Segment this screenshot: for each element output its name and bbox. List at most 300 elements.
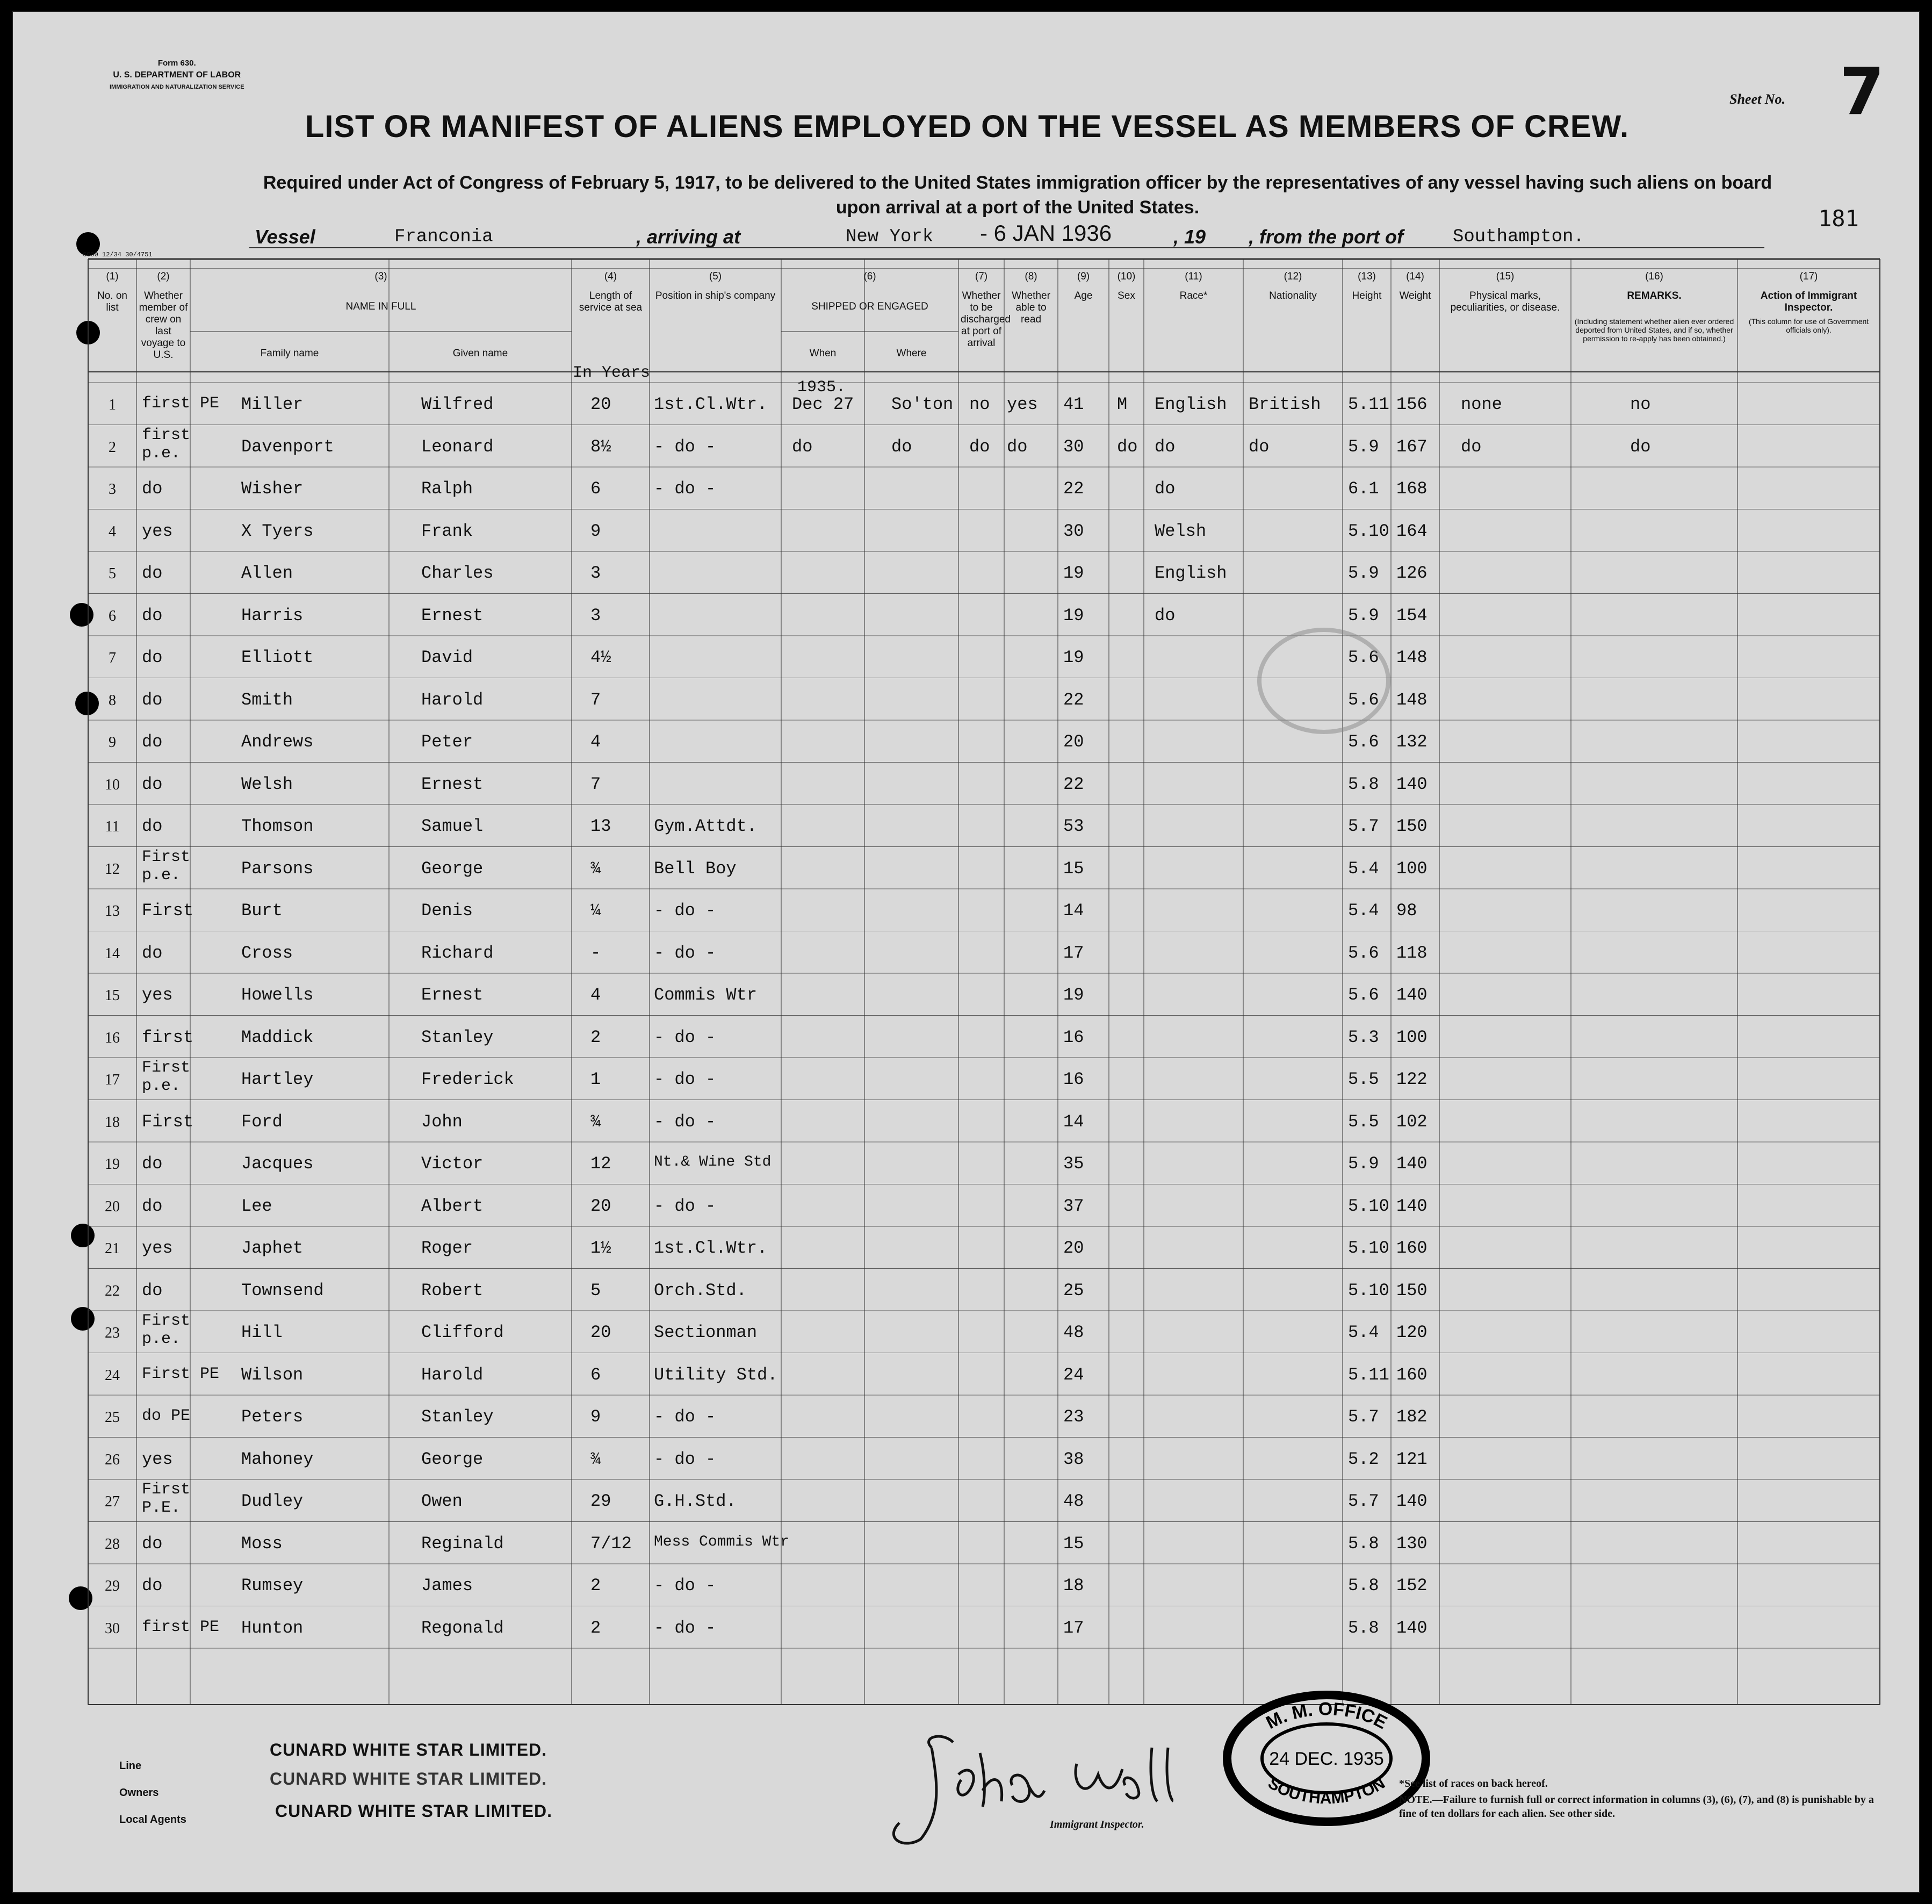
weight-cell: 140 [1396,1196,1428,1216]
row-number: 9 [109,734,116,751]
row-number: 15 [105,987,120,1004]
weight-cell: 167 [1396,436,1428,457]
service-length-cell: 4 [590,732,601,752]
prev-voyage-cell: do [142,648,163,667]
service-name: IMMIGRATION AND NATURALIZATION SERVICE [110,84,244,90]
position-cell: Nt.& Wine Std [654,1154,772,1170]
height-cell: 5.7 [1348,1491,1379,1511]
position-cell: - do - [654,1111,716,1132]
column-subheader: Given name [452,348,508,359]
column-header: Weight [1399,290,1431,301]
prev-voyage-cell: do [142,1196,163,1216]
column-header: Position in ship's company [655,290,776,301]
service-length-cell: 9 [590,1407,601,1427]
family-name-cell: Japhet [241,1238,304,1258]
height-cell: 6.1 [1348,479,1379,499]
service-length-cell: 7 [590,774,601,794]
height-cell: 5.4 [1348,1323,1379,1342]
age-cell: 22 [1063,774,1084,794]
row-number: 25 [105,1409,120,1426]
row-number: 24 [105,1367,120,1384]
prev-voyage-cell: First [142,901,194,921]
weight-cell: 132 [1396,732,1428,752]
age-cell: 20 [1063,732,1084,752]
form-number: Form 630. [157,59,196,68]
service-length-cell: 29 [590,1491,611,1511]
service-length-cell: 5 [590,1280,601,1301]
height-cell: 5.10 [1348,1238,1389,1258]
position-cell: Commis Wtr [654,985,758,1005]
given-name-cell: Ernest [421,985,484,1005]
height-cell: 5.3 [1348,1027,1379,1047]
service-unit: In Years [573,364,651,382]
row-number: 29 [105,1578,120,1594]
service-length-cell: 6 [590,1364,601,1385]
prev-voyage-cell: do [142,943,163,963]
given-name-cell: Ernest [421,774,484,794]
row-number: 7 [109,650,116,666]
discharged-cell: do [969,436,990,457]
given-name-cell: Richard [421,943,494,963]
penalty-note: NOTE.—Failure to furnish full or correct information in columns (3), (6), (7), and (8) is punishable by a fine of ten dollars for each alien. See other side. [1399,1794,1874,1820]
position-cell: - do - [654,1027,716,1047]
age-cell: 24 [1063,1364,1084,1385]
row-number: 1 [109,397,116,413]
height-cell: 5.8 [1348,774,1379,794]
height-cell: 5.6 [1348,732,1379,752]
position-cell: - do - [654,1196,716,1216]
service-length-cell: 13 [590,816,611,836]
inspector-signature [851,1715,1173,1855]
column-number: (14) [1406,271,1424,282]
weight-cell: 148 [1396,648,1428,667]
age-cell: 18 [1063,1576,1084,1596]
age-cell: 22 [1063,689,1084,710]
family-name-cell: Andrews [241,732,314,752]
given-name-cell: David [421,648,473,667]
family-name-cell: X Tyers [241,521,314,541]
position-cell: - do - [654,1069,716,1089]
column-subheader: Family name [260,348,319,359]
given-name-cell: Frank [421,521,473,541]
nationality-cell: British [1249,394,1321,414]
column-header: Age [1074,290,1093,301]
arrival-date-stamp: - 6 JAN 1936 [980,220,1112,246]
column-number: (6) [863,271,876,282]
family-name-cell: Ford [241,1111,283,1132]
given-name-cell: Clifford [421,1323,504,1342]
family-name-cell: Hill [241,1323,283,1342]
sex-cell: M [1117,394,1128,414]
weight-cell: 150 [1396,816,1428,836]
given-name-cell: Harold [421,689,484,710]
prev-voyage-cell: do [142,1154,163,1174]
column-number: (7) [975,271,988,282]
height-cell: 5.7 [1348,1407,1379,1427]
position-cell: 1st.Cl.Wtr. [654,394,768,414]
column-number: (5) [709,271,722,282]
race-cell: English [1155,394,1227,414]
weight-cell: 154 [1396,605,1428,626]
family-name-cell: Peters [241,1407,304,1427]
prev-voyage-cell: do [142,1533,163,1554]
able-to-read-cell: do [1007,436,1028,457]
prev-voyage-cell: do [142,774,163,794]
prev-voyage-cell: First P.E. [142,1481,191,1517]
weight-cell: 160 [1396,1238,1428,1258]
row-number: 19 [105,1156,120,1173]
service-length-cell: 4 [590,985,601,1005]
prev-voyage-cell: First p.e. [142,1312,191,1348]
service-length-cell: 7 [590,689,601,710]
service-length-cell: 8½ [590,436,611,457]
position-cell: 1st.Cl.Wtr. [654,1238,768,1258]
service-length-cell: 3 [590,605,601,626]
weight-cell: 140 [1396,985,1428,1005]
row-number: 16 [105,1029,120,1046]
service-length-cell: - [590,943,601,963]
position-cell: Gym.Attdt. [654,816,758,836]
family-name-cell: Wisher [241,479,304,499]
age-cell: 53 [1063,816,1084,836]
height-cell: 5.6 [1348,943,1379,963]
row-number: 23 [105,1325,120,1341]
given-name-cell: Stanley [421,1407,494,1427]
family-name-cell: Thomson [241,816,314,836]
prev-voyage-cell: do [142,479,163,499]
given-name-cell: Victor [421,1154,484,1174]
column-header: NAME IN FULL [345,301,416,312]
given-name-cell: Ernest [421,605,484,626]
print-code: 6000 12/34 30/4751 [83,251,153,258]
family-name-cell: Wilson [241,1364,304,1385]
age-cell: 25 [1063,1280,1084,1301]
shipped-when-cell: Dec 27 [792,394,854,414]
given-name-cell: Denis [421,901,473,921]
height-cell: 5.9 [1348,1154,1379,1174]
height-cell: 5.11 [1348,1364,1389,1385]
service-length-cell: 4½ [590,648,611,667]
family-name-cell: Jacques [241,1154,314,1174]
sheet-no-value: 7 [1840,55,1885,130]
age-cell: 15 [1063,858,1084,879]
height-cell: 5.4 [1348,858,1379,879]
manifest-sheet [12,11,1920,1893]
column-header: Sex [1118,290,1135,301]
row-number: 2 [109,439,116,456]
prev-voyage-cell: do [142,563,163,583]
given-name-cell: Owen [421,1491,463,1511]
local-agents-label: Local Agents [119,1814,186,1826]
column-header: Length of service at sea [579,290,643,313]
prev-voyage-cell: yes [142,1238,173,1258]
height-cell: 5.9 [1348,436,1379,457]
column-number: (3) [374,271,387,282]
given-name-cell: Harold [421,1364,484,1385]
from-port: Southampton. [1453,227,1584,247]
race-cell: English [1155,563,1227,583]
weight-cell: 120 [1396,1323,1428,1342]
position-cell: - do - [654,943,716,963]
row-number: 26 [105,1451,120,1468]
prev-voyage-cell: do [142,605,163,626]
column-number: (9) [1077,271,1090,282]
given-name-cell: Frederick [421,1069,514,1089]
family-name-cell: Elliott [241,648,314,667]
age-cell: 48 [1063,1323,1084,1342]
given-name-cell: Regonald [421,1618,504,1638]
weight-cell: 160 [1396,1364,1428,1385]
weight-cell: 164 [1396,521,1428,541]
service-length-cell: 3 [590,563,601,583]
column-header-note: (Including statement whether alien ever ordered deported from United States, and if so, whether permission to re-apply has been obtained.) [1574,317,1734,343]
row-number: 21 [105,1240,120,1257]
age-cell: 38 [1063,1449,1084,1469]
position-cell: - do - [654,1407,716,1427]
department-name: U. S. DEPARTMENT OF LABOR [113,70,241,80]
position-cell: - do - [654,479,716,499]
column-header: Race* [1179,290,1208,301]
weight-cell: 182 [1396,1407,1428,1427]
given-name-cell: Roger [421,1238,473,1258]
line-label: Line [119,1760,142,1772]
column-subheader: When [809,348,837,359]
family-name-cell: Smith [241,689,293,710]
given-name-cell: Wilfred [421,394,494,414]
column-subheader: Where [896,348,927,359]
column-number: (10) [1117,271,1136,282]
page-number: 181 [1818,205,1859,232]
height-cell: 5.4 [1348,901,1379,921]
height-cell: 5.2 [1348,1449,1379,1469]
family-name-cell: Dudley [241,1491,304,1511]
service-length-cell: 2 [590,1027,601,1047]
height-cell: 5.6 [1348,648,1379,667]
document-subtitle: Required under Act of Congress of February 5, 1917, to be delivered to the United States immigration officer by the representatives of any vessel having such aliens on board upon arrival at a port of the United States. [263,173,1772,218]
weight-cell: 140 [1396,774,1428,794]
family-name-cell: Howells [241,985,314,1005]
given-name-cell: Charles [421,563,494,583]
family-name-cell: Hartley [241,1069,314,1089]
column-header: Action of Immigrant Inspector. [1760,290,1857,313]
weight-cell: 118 [1396,943,1428,963]
row-number: 18 [105,1113,120,1131]
family-name-cell: Allen [241,563,293,583]
given-name-cell: Robert [421,1280,484,1301]
age-cell: 37 [1063,1196,1084,1216]
age-cell: 35 [1063,1154,1084,1174]
column-header: Whether to be discharged at port of arrival [961,290,1011,349]
height-cell: 5.6 [1348,689,1379,710]
line-value: CUNARD WHITE STAR LIMITED. [270,1740,547,1759]
age-cell: 41 [1063,394,1084,414]
height-cell: 5.5 [1348,1111,1379,1132]
age-cell: 19 [1063,648,1084,667]
height-cell: 5.9 [1348,605,1379,626]
given-name-cell: Stanley [421,1027,494,1047]
given-name-cell: Peter [421,732,473,752]
sheet-no-label: Sheet No. [1729,91,1785,107]
row-number: 13 [105,903,120,919]
height-cell: 5.5 [1348,1069,1379,1089]
family-name-cell: Townsend [241,1280,324,1301]
weight-cell: 168 [1396,479,1428,499]
position-cell: G.H.Std. [654,1491,737,1511]
height-cell: 5.10 [1348,1280,1389,1301]
prev-voyage-cell: first PE [142,394,220,413]
column-number: (12) [1284,271,1302,282]
given-name-cell: John [421,1111,463,1132]
position-cell: Bell Boy [654,858,737,879]
service-length-cell: 7/12 [590,1533,632,1554]
prev-voyage-cell: do [142,1280,163,1301]
prev-voyage-cell: yes [142,1449,173,1469]
shipped-year: 1935. [797,378,846,397]
physical-marks-cell: none [1461,394,1502,414]
column-number: (8) [1025,271,1037,282]
position-cell: Utility Std. [654,1364,778,1385]
age-cell: 15 [1063,1533,1084,1554]
row-number: 11 [105,818,120,835]
service-length-cell: 20 [590,394,611,414]
position-cell: - do - [654,1449,716,1469]
prev-voyage-cell: first [142,1027,194,1047]
row-number: 10 [105,776,120,793]
given-name-cell: George [421,1449,484,1469]
weight-cell: 121 [1396,1449,1428,1469]
able-to-read-cell: yes [1007,394,1038,414]
races-note: *See list of races on back hereof. [1399,1778,1548,1790]
family-name-cell: Parsons [241,858,314,879]
age-cell: 14 [1063,901,1084,921]
shipped-when-cell: do [792,436,813,457]
family-name-cell: Lee [241,1196,272,1216]
service-length-cell: 2 [590,1576,601,1596]
age-cell: 14 [1063,1111,1084,1132]
column-header: Whether able to read [1012,290,1050,325]
position-cell: Sectionman [654,1323,758,1342]
weight-cell: 100 [1396,858,1428,879]
column-header: Nationality [1269,290,1317,301]
vessel-label: Vessel [255,226,315,248]
weight-cell: 100 [1396,1027,1428,1047]
row-number: 5 [109,565,116,582]
age-cell: 20 [1063,1238,1084,1258]
remarks-cell: no [1630,394,1651,414]
weight-cell: 122 [1396,1069,1428,1089]
service-length-cell: 9 [590,521,601,541]
stamp-top-text: M. M. OFFICE [1263,1699,1391,1734]
local-agents-value: CUNARD WHITE STAR LIMITED. [275,1801,553,1821]
prev-voyage-cell: do PE [142,1407,191,1425]
year-label: , 19 [1173,226,1206,248]
prev-voyage-cell: yes [142,985,173,1005]
height-cell: 5.8 [1348,1576,1379,1596]
age-cell: 16 [1063,1027,1084,1047]
column-header: SHIPPED OR ENGAGED [811,301,928,312]
height-cell: 5.10 [1348,521,1389,541]
document-title: LIST OR MANIFEST OF ALIENS EMPLOYED ON THE VESSEL AS MEMBERS OF CREW. [305,109,1630,144]
from-port-label: , from the port of [1249,226,1403,248]
family-name-cell: Burt [241,901,283,921]
prev-voyage-cell: do [142,732,163,752]
column-header: Physical marks, peculiarities, or disease. [1450,290,1560,313]
column-number: (11) [1185,271,1202,282]
column-header-note: (This column for use of Government officials only). [1748,317,1869,334]
family-name-cell: Mahoney [241,1449,314,1469]
column-number: (4) [604,271,617,282]
prev-voyage-cell: First p.e. [142,1059,191,1095]
race-cell: do [1155,605,1176,626]
height-cell: 5.11 [1348,394,1389,414]
weight-cell: 148 [1396,689,1428,710]
row-number: 3 [109,481,116,498]
row-number: 28 [105,1535,120,1553]
column-number: (16) [1645,271,1663,282]
column-header: Height [1352,290,1382,301]
prev-voyage-cell: yes [142,521,173,541]
row-number: 27 [105,1493,120,1510]
age-cell: 16 [1063,1069,1084,1089]
given-name-cell: Albert [421,1196,484,1216]
shipped-where-cell: So'ton [891,394,954,414]
position-cell: - do - [654,901,716,921]
given-name-cell: Leonard [421,436,494,457]
prev-voyage-cell: First PE [142,1364,220,1383]
weight-cell: 98 [1396,901,1417,921]
row-number: 8 [109,692,116,709]
weight-cell: 126 [1396,563,1428,583]
family-name-cell: Maddick [241,1027,314,1047]
service-length-cell: 20 [590,1323,611,1342]
row-number: 4 [109,523,116,540]
height-cell: 5.10 [1348,1196,1389,1216]
prev-voyage-cell: do [142,1576,163,1596]
arriving-label: , arriving at [636,226,741,248]
service-length-cell: ¾ [590,1449,601,1469]
position-cell: - do - [654,436,716,457]
age-cell: 30 [1063,436,1084,457]
age-cell: 48 [1063,1491,1084,1511]
race-cell: do [1155,479,1176,499]
position-cell: - do - [654,1576,716,1596]
service-length-cell: ¼ [590,901,601,921]
prev-voyage-cell: do [142,689,163,710]
given-name-cell: Samuel [421,816,484,836]
owners-value: CUNARD WHITE STAR LIMITED. [270,1769,547,1788]
family-name-cell: Miller [241,394,304,414]
stamp-date: 24 DEC. 1935 [1269,1749,1384,1769]
row-number: 6 [109,607,116,624]
prev-voyage-cell: First p.e. [142,847,191,885]
prev-voyage-cell: do [142,816,163,836]
service-length-cell: 1 [590,1069,601,1089]
owners-label: Owners [119,1787,159,1799]
nationality-cell: do [1249,436,1270,457]
column-number: (1) [106,271,119,282]
svg-text:SOUTHAMPTON [1265,1774,1388,1808]
service-length-cell: 1½ [590,1238,611,1258]
column-number: (2) [157,271,170,282]
age-cell: 22 [1063,479,1084,499]
weight-cell: 152 [1396,1576,1428,1596]
row-number: 17 [105,1072,120,1088]
row-number: 20 [105,1198,120,1215]
age-cell: 17 [1063,943,1084,963]
height-cell: 5.7 [1348,816,1379,836]
prev-voyage-cell: First [142,1111,194,1132]
column-header: Whether member of crew on last voyage to U.S. [139,290,188,361]
